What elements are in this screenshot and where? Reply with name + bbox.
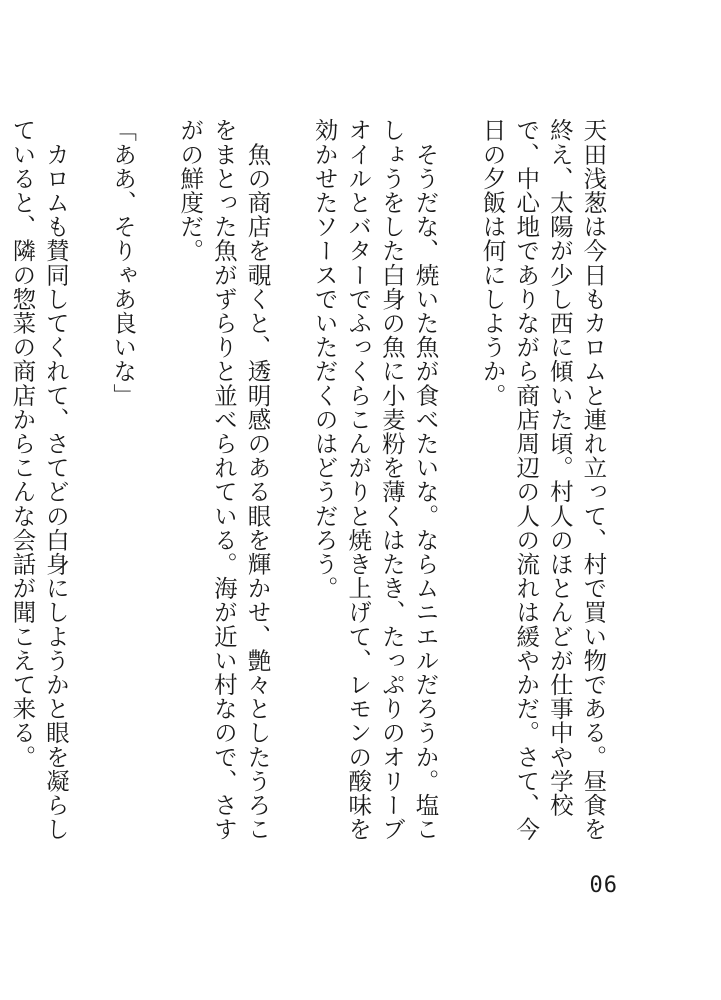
paragraph: 天田浅葱は今日もカロムと連れ立って、村で買い物である。昼食を終え、太陽が少し西に傾いた頃。村人のほとんどが仕事中や学校で、中心地でありながら商店周辺の人の流れは緩やかだ。さて、今日の夕飯は何にしようか。 xyxy=(478,118,608,841)
dialogue-line: 「ああ、そりゃあ良いな」 xyxy=(109,118,138,408)
paragraph: カロムも賛同してくれて、さてどの白身にしようかと眼を凝らしていると、隣の惣菜の商店からこんな会話が聞こえて来る。 xyxy=(8,118,70,841)
paragraph: そうだな、焼いた魚が食べたいな。ならムニエルだろうか。塩こしょうをした白身の魚に小麦粉を薄くはたき、たっぷりのオリーブオイルとバターでふっくらこんがりと焼き上げて、レモンの酸味を効かせたソースでいただくのはどうだろう。 xyxy=(310,118,440,841)
vertical-text-body xyxy=(8,118,643,848)
paragraph: 魚の商店を覗くと、透明感のある眼を輝かせ、艶々としたうろこをまとった魚がずらりと並べられている。海が近い村なので、さすがの鮮度だ。 xyxy=(176,118,272,841)
page-number: 06 xyxy=(589,873,618,898)
